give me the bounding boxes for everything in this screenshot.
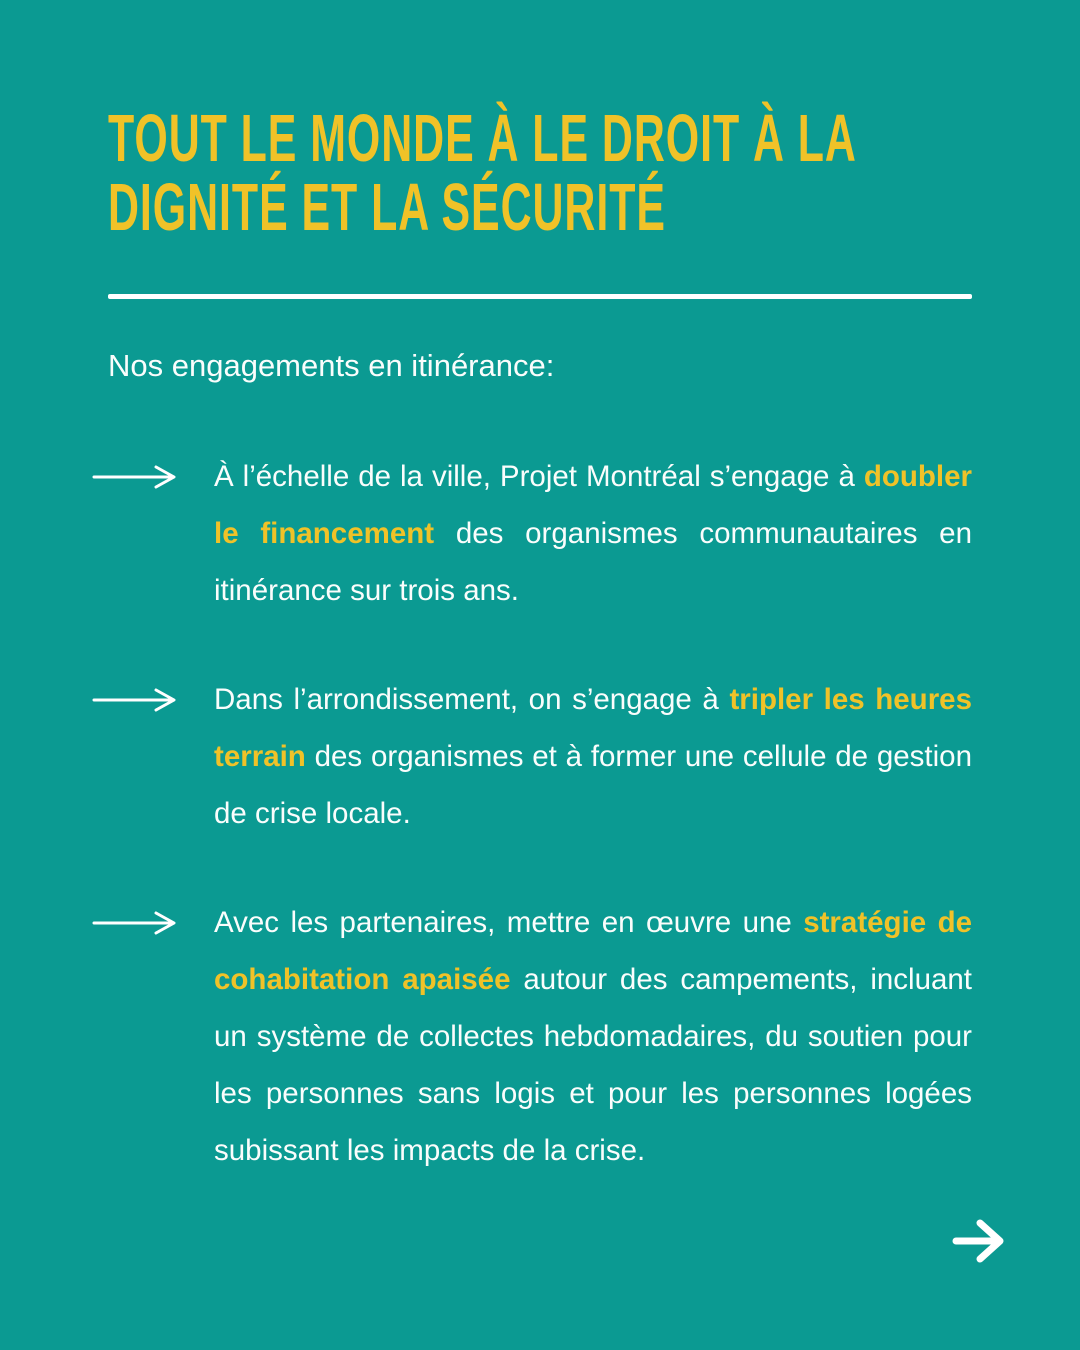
bullet-list xyxy=(108,448,972,1179)
body-text: des organismes communautaires en itinérance sur trois ans. xyxy=(214,517,972,607)
title-line-1: TOUT LE MONDE À LE DROIT À LA xyxy=(108,101,857,176)
list-item xyxy=(108,448,972,619)
page-title xyxy=(108,101,972,245)
bullet-arrow-icon xyxy=(92,910,180,936)
body-text: Avec les partenaires, mettre en œuvre une xyxy=(214,906,804,939)
bullet-text-1 xyxy=(214,448,972,619)
divider-rule xyxy=(108,294,972,299)
body-text: autour des campements, incluant un système de collectes hebdomadaires, du soutien pour les personnes sans logis et pour les personnes logées subissant les impacts de la crise. xyxy=(214,963,972,1167)
list-item xyxy=(108,894,972,1179)
bullet-arrow-icon xyxy=(92,464,180,490)
list-item xyxy=(108,671,972,842)
highlighted-text: tripler les heures terrain xyxy=(214,683,972,773)
bullet-arrow-icon xyxy=(92,687,180,713)
bullet-text-3 xyxy=(214,894,972,1179)
next-arrow-icon[interactable] xyxy=(952,1218,1008,1264)
body-text: À l’échelle de la ville, Projet Montréal s’engage à xyxy=(214,460,864,493)
intro-text: Nos engagements en itinérance: xyxy=(108,348,555,383)
body-text: Dans l’arrondissement, on s’engage à xyxy=(214,683,730,716)
highlighted-text: doubler le financement xyxy=(214,460,972,550)
body-text: des organismes et à former une cellule de gestion de crise locale. xyxy=(214,740,972,830)
highlighted-text: stratégie de cohabitation apaisée xyxy=(214,906,972,996)
title-line-2: DIGNITÉ ET LA SÉCURITÉ xyxy=(108,170,666,245)
bullet-text-2 xyxy=(214,671,972,842)
